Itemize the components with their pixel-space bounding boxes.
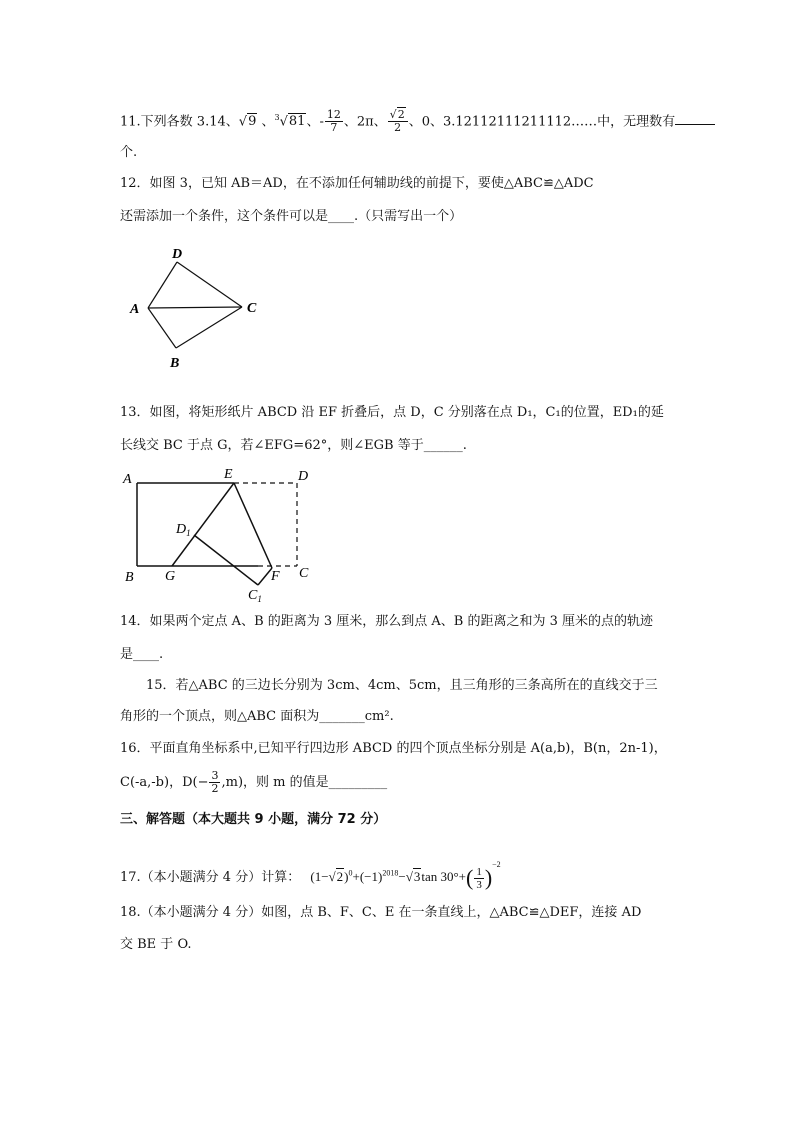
label-B: B [170, 356, 180, 370]
q11-cbrt-index: 3 [274, 113, 280, 122]
q17-e2018: 2018 [382, 868, 399, 878]
label-E: E [224, 467, 233, 482]
q13-line2: 长线交 BC 于点 G，若∠EFG=62°，则∠EGB 等于______. [120, 438, 467, 453]
q17-p2: ) [344, 869, 349, 884]
label-C: C [247, 301, 257, 316]
segment-C1F [258, 568, 272, 585]
q17-frac-den: 3 [476, 878, 482, 891]
q15-line1: 15．若△ABC 的三边长分别为 3cm、4cm、5cm，且三角形的三条高所在的直线交于三 [146, 678, 658, 693]
q11-frac2-den: 2 [394, 121, 402, 135]
q12-figure [120, 240, 270, 370]
q17-frac-num: 1 [476, 865, 482, 878]
label-D: D [298, 469, 309, 484]
q11-frac1-num: 12 [326, 108, 341, 122]
label-C: C [299, 566, 309, 581]
sqrt-sign: √ [238, 114, 248, 130]
q18-line1: 18.（本小题满分 4 分）如图，点 B、F、C、E 在一条直线上，△ABC≌△DEF，连接 AD [120, 905, 642, 920]
q11-mid: 、2π、 [343, 114, 387, 130]
q12-line2: 还需添加一个条件，这个条件可以是____.（只需写出一个） [120, 209, 463, 224]
q17-e0: 0 [348, 868, 353, 878]
label-D: D [172, 247, 183, 262]
q11-line1 [120, 108, 715, 134]
label-A: A [123, 472, 132, 487]
segment-BC [176, 307, 242, 348]
q11-answer-blank[interactable] [675, 110, 715, 125]
q16-frac [209, 770, 220, 795]
q11-line2: 个. [120, 145, 138, 160]
q16-line1: 16．平面直角坐标系中,已知平行四边形 ABCD 的四个顶点坐标分别是 A(a,b)，B(n，2n-1)， [120, 741, 667, 756]
segment-AD [148, 262, 177, 308]
q17-lparen: ( [466, 865, 474, 891]
segment-EF [234, 483, 272, 568]
label-A: A [130, 302, 140, 317]
q17-sqrt-sign: √ [328, 869, 336, 884]
label-F: F [271, 569, 280, 584]
label-C1: $C_1$ [248, 588, 262, 602]
segment-AC [148, 307, 242, 308]
q16-line2-a: C(-a,-b)，D( [120, 775, 198, 790]
q17-label: 17.（本小题满分 4 分）计算： [120, 870, 301, 885]
q17-p4: − [398, 869, 406, 884]
q16-frac-num: 3 [211, 769, 219, 782]
q11-frac2 [388, 109, 408, 134]
q11-frac2-num: √2 [388, 109, 408, 122]
q17-expression [310, 860, 501, 891]
q17-p3: +(−1) [352, 869, 383, 884]
label-D1: $D_1$ [176, 522, 191, 538]
label-G: G [165, 569, 176, 584]
q17-eneg2: −2 [492, 860, 501, 869]
q14-line1: 14．如果两个定点 A、B 的距离为 3 厘米，那么到点 A、B 的距离之和为 3 厘米的点的轨迹 [120, 614, 654, 629]
segment-DC [177, 262, 242, 307]
q16-line2 [120, 770, 387, 795]
q11-neg: 、- [306, 114, 324, 130]
section3-heading: 三、解答题（本大题共 9 小题，满分 72 分） [120, 812, 387, 827]
q17-r1: 2 [336, 869, 344, 884]
q16-line2-b: ,m)，则 m 的值是_________ [221, 775, 388, 790]
q13-line1: 13．如图，将矩形纸片 ABCD 沿 EF 折叠后，点 D，C 分别落在点 D₁，C₁的位置，ED₁的延 [120, 405, 664, 420]
q17-frac [474, 866, 484, 891]
q17-r3: 3 [413, 869, 421, 884]
q11-cbrt81: 81 [288, 114, 306, 130]
q12-line1: 12．如图 3，已知 AB＝AD，在不添加任何辅助线的前提下，要使△ABC≌△ADC [120, 176, 594, 191]
q11-frac1 [325, 109, 343, 134]
q17-rparen: ) [484, 865, 493, 891]
q14-line2: 是____. [120, 647, 164, 662]
q17-sqrt-sign-2: √ [405, 869, 413, 884]
cbrt-sign: √ [279, 114, 288, 130]
q16-frac-den: 2 [211, 782, 219, 795]
q11-sqrt9: 9 [248, 114, 257, 130]
q17-p5: tan 30°+ [421, 869, 466, 884]
q15-line2: 角形的一个顶点，则△ABC 面积为_______cm². [120, 709, 394, 724]
segment-AB [148, 308, 176, 348]
q13-figure [120, 462, 330, 602]
q16-neg: − [197, 775, 209, 790]
q11-sqrt2: 2 [397, 108, 405, 122]
q11-text-prefix: 11.下列各数 3.14、 [120, 114, 239, 130]
q17-line [120, 855, 501, 891]
q11-frac1-den: 7 [330, 121, 338, 135]
q17-p1: (1− [310, 869, 329, 884]
segment-D1C1 [194, 535, 258, 585]
q18-line2: 交 BE 于 O. [120, 937, 192, 952]
label-B: B [125, 570, 134, 585]
q11-tail: 、0、3.12112111211112……中，无理数有 [408, 114, 676, 130]
q11-separator: 、 [261, 114, 275, 130]
